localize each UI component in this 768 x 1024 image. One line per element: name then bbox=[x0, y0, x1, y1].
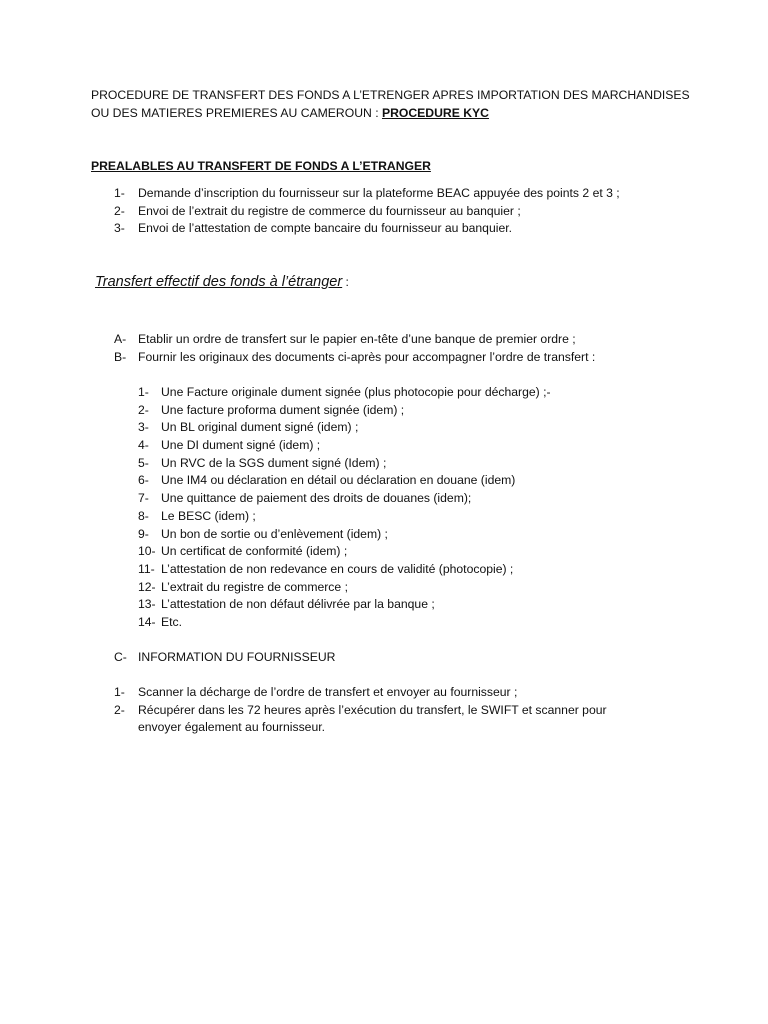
item-number: 3- bbox=[114, 221, 125, 236]
item-text: Un bon de sortie ou d’enlèvement (idem) ; bbox=[161, 526, 388, 541]
transfert-heading-text: Transfert effectif des fonds à l’étranger bbox=[95, 274, 343, 290]
item-number: 6- bbox=[138, 473, 149, 488]
item-text: L’extrait du registre de commerce ; bbox=[161, 579, 348, 594]
transfert-heading-colon: : bbox=[342, 275, 349, 289]
item-number: 2- bbox=[114, 702, 125, 717]
item-text: Le BESC (idem) ; bbox=[161, 508, 256, 523]
item-number: 7- bbox=[138, 491, 149, 506]
item-number: 4- bbox=[138, 438, 149, 453]
item-number: 9- bbox=[138, 526, 149, 541]
item-number: 3- bbox=[138, 420, 149, 435]
item-number: 1- bbox=[114, 685, 125, 699]
item-text: L’attestation de non défaut délivrée par la banque ; bbox=[161, 597, 435, 612]
item-text: Un RVC de la SGS dument signé (Idem) ; bbox=[161, 455, 387, 470]
item-number: 2- bbox=[138, 402, 149, 417]
document-title bbox=[91, 86, 691, 122]
item-text: Une Facture originale dument signée (plus photocopie pour décharge) ;- bbox=[161, 385, 551, 399]
item-number: A- bbox=[114, 332, 127, 346]
title-line-2-text: OU DES MATIERES PREMIERES AU CAMEROUN : bbox=[91, 106, 382, 120]
information-heading-text: INFORMATION DU FOURNISSEUR bbox=[138, 650, 336, 664]
item-text: Un certificat de conformité (idem) ; bbox=[161, 544, 348, 559]
item-number: 5- bbox=[138, 455, 149, 470]
item-number: 11- bbox=[138, 561, 155, 576]
item-number: 1- bbox=[138, 385, 149, 399]
title-line-1: PROCEDURE DE TRANSFERT DES FONDS A L’ETRENGER APRES IMPORTATION DES MARCHANDISES bbox=[91, 88, 690, 102]
item-text: Envoi de l’extrait du registre de commerce du fournisseur au banquier ; bbox=[138, 203, 521, 218]
item-text: Une quittance de paiement des droits de douanes (idem); bbox=[161, 491, 472, 506]
item-number: B- bbox=[114, 349, 127, 364]
information-number: C- bbox=[114, 650, 127, 664]
item-number: 10- bbox=[138, 544, 156, 559]
item-text: Scanner la décharge de l’ordre de transfert et envoyer au fournisseur ; bbox=[138, 685, 518, 699]
information-heading bbox=[114, 649, 336, 667]
item-number: 2- bbox=[114, 203, 125, 218]
item-text: Etablir un ordre de transfert sur le papier en-tête d’une banque de premier ordre ; bbox=[138, 332, 576, 346]
item-number: 1- bbox=[114, 186, 125, 200]
item-text: Envoi de l’attestation de compte bancaire du fournisseur au banquier. bbox=[138, 221, 512, 236]
item-text: Une DI dument signé (idem) ; bbox=[161, 438, 321, 453]
title-kyc: PROCEDURE KYC bbox=[381, 106, 489, 120]
item-text: Une IM4 ou déclaration en détail ou déclaration en douane (idem) bbox=[161, 473, 516, 488]
item-number: 8- bbox=[138, 508, 149, 523]
item-number: 14- bbox=[138, 614, 156, 629]
prealables-heading: PREALABLES AU TRANSFERT DE FONDS A L’ETRANGER bbox=[91, 159, 431, 173]
item-text: Récupérer dans les 72 heures après l’exécution du transfert, le SWIFT et scanner pour envoyer également au fournisseur. bbox=[138, 702, 607, 735]
item-text: Fournir les originaux des documents ci-après pour accompagner l’ordre de transfert : bbox=[138, 349, 596, 364]
item-text: Etc. bbox=[161, 614, 182, 629]
item-number: 13- bbox=[138, 597, 156, 612]
item-text: Un BL original dument signé (idem) ; bbox=[161, 420, 359, 435]
item-text: Une facture proforma dument signée (idem) ; bbox=[161, 402, 405, 417]
title-line-2 bbox=[91, 104, 691, 122]
item-number: 12- bbox=[138, 579, 156, 594]
item-text: L’attestation de non redevance en cours de validité (photocopie) ; bbox=[161, 561, 514, 576]
item-text: Demande d’inscription du fournisseur sur la plateforme BEAC appuyée des points 2 et 3 ; bbox=[138, 186, 620, 200]
transfert-heading bbox=[95, 274, 349, 292]
